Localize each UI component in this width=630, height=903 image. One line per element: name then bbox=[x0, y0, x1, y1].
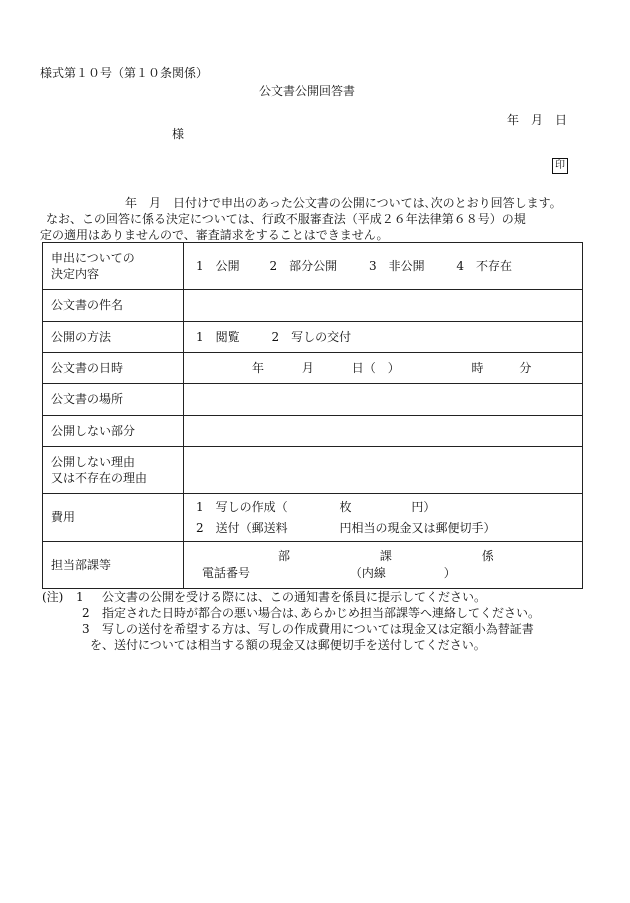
option-nonexistent: 4 不存在 bbox=[456, 258, 513, 273]
table-row bbox=[43, 353, 583, 384]
page-title: 公文書公開回答書 bbox=[259, 84, 356, 98]
note-text: 指定された日時が都合の悪い場合は､あらかじめ担当部課等へ連絡してください。 bbox=[102, 606, 541, 620]
label-line: 又は不存在の理由 bbox=[51, 471, 148, 485]
body-paragraph-2: なお、この回答に係る決定については、行政不服審査法（平成２６年法律第６８号）の規 bbox=[46, 212, 526, 226]
note-text: を、送付については相当する額の現金又は郵便切手を送付してください。 bbox=[90, 638, 486, 652]
fee-copy-text: 1 写しの作成（ bbox=[196, 499, 288, 514]
section-unit: 課 bbox=[379, 548, 392, 563]
fee-line-postage bbox=[196, 518, 574, 539]
addressee-suffix: 様 bbox=[172, 127, 185, 141]
seal-mark: 印 bbox=[552, 158, 568, 174]
label-location: 公文書の場所 bbox=[43, 384, 184, 416]
table-row bbox=[43, 243, 583, 290]
note-item bbox=[42, 590, 602, 606]
fee-postage-equivalent: 円相当の現金又は郵便切手） bbox=[339, 520, 496, 535]
location-value bbox=[184, 384, 583, 416]
dept-unit: 部 bbox=[278, 548, 291, 563]
label-fee: 費用 bbox=[43, 494, 184, 542]
extension-close: ） bbox=[443, 566, 456, 580]
table-row bbox=[43, 447, 583, 494]
notes bbox=[42, 590, 602, 654]
body-paragraph-2-cont: 定の適用はありませんので、審査請求をすることはできません。 bbox=[40, 228, 389, 242]
label-reason bbox=[43, 447, 184, 494]
datetime-value bbox=[184, 353, 583, 384]
method-options bbox=[184, 322, 583, 353]
fee-value bbox=[184, 494, 583, 542]
note-number: 2 bbox=[82, 606, 90, 620]
minute-unit: 分 bbox=[519, 360, 532, 375]
decision-options bbox=[184, 243, 583, 290]
label-decision bbox=[43, 243, 184, 290]
label-datetime: 公文書の日時 bbox=[43, 353, 184, 384]
label-undisclosed-part: 公開しない部分 bbox=[43, 416, 184, 447]
year-unit: 年 bbox=[252, 360, 265, 375]
label-subject: 公文書の件名 bbox=[43, 290, 184, 322]
label-line: 決定内容 bbox=[51, 267, 100, 281]
option-view: 1 閲覧 bbox=[196, 329, 240, 344]
label-line: 申出についての bbox=[51, 250, 135, 265]
note-text: 公文書の公開を受ける際には、この通知書を係員に提示してください。 bbox=[102, 590, 487, 604]
day-unit: 日（ ） bbox=[351, 360, 400, 375]
table-row bbox=[43, 494, 583, 542]
extension-open: （内線 bbox=[349, 566, 386, 580]
label-line: 公開しない理由 bbox=[51, 454, 136, 469]
label-method: 公開の方法 bbox=[43, 322, 184, 353]
table-row bbox=[43, 384, 583, 416]
option-copy: 2 写しの交付 bbox=[271, 329, 352, 344]
form-table bbox=[42, 242, 583, 589]
form-number: 様式第１０号（第１０条関係） bbox=[40, 66, 209, 80]
fee-line-copy bbox=[196, 497, 574, 518]
fee-sheets-unit: 枚 bbox=[339, 499, 352, 514]
table-row bbox=[43, 322, 583, 353]
phone-line bbox=[192, 565, 574, 582]
note-item-cont bbox=[42, 638, 602, 654]
reason-value bbox=[184, 447, 583, 494]
option-nondisclose: 3 非公開 bbox=[368, 258, 425, 273]
fee-postage-text: 2 送付（郵送料 bbox=[196, 520, 288, 535]
unit-unit: 係 bbox=[481, 548, 494, 563]
label-department: 担当部課等 bbox=[43, 542, 184, 589]
hour-unit: 時 bbox=[471, 360, 484, 375]
option-partial: 2 部分公開 bbox=[269, 258, 338, 273]
note-number: 3 bbox=[82, 622, 90, 636]
note-item bbox=[42, 622, 602, 638]
note-item bbox=[42, 606, 602, 622]
undisclosed-part-value bbox=[184, 416, 583, 447]
table-row bbox=[43, 542, 583, 589]
table-row bbox=[43, 290, 583, 322]
phone-label: 電話番号 bbox=[202, 566, 251, 580]
department-value bbox=[184, 542, 583, 589]
month-unit: 月 bbox=[301, 360, 314, 375]
body-paragraph-1: 年 月 日付けで申出のあった公文書の公開については､次のとおり回答します。 bbox=[125, 196, 562, 210]
fee-yen-unit: 円） bbox=[411, 499, 436, 514]
option-disclose: 1 公開 bbox=[196, 258, 240, 273]
note-number: 1 bbox=[76, 590, 84, 604]
table-row bbox=[43, 416, 583, 447]
department-line bbox=[192, 548, 574, 565]
date-line: 年 月 日 bbox=[507, 113, 568, 127]
note-text: 写しの送付を希望する方は、写しの作成費用については現金又は定額小為替証書 bbox=[102, 622, 534, 636]
subject-value bbox=[184, 290, 583, 322]
notes-mark: (注) bbox=[42, 590, 64, 604]
